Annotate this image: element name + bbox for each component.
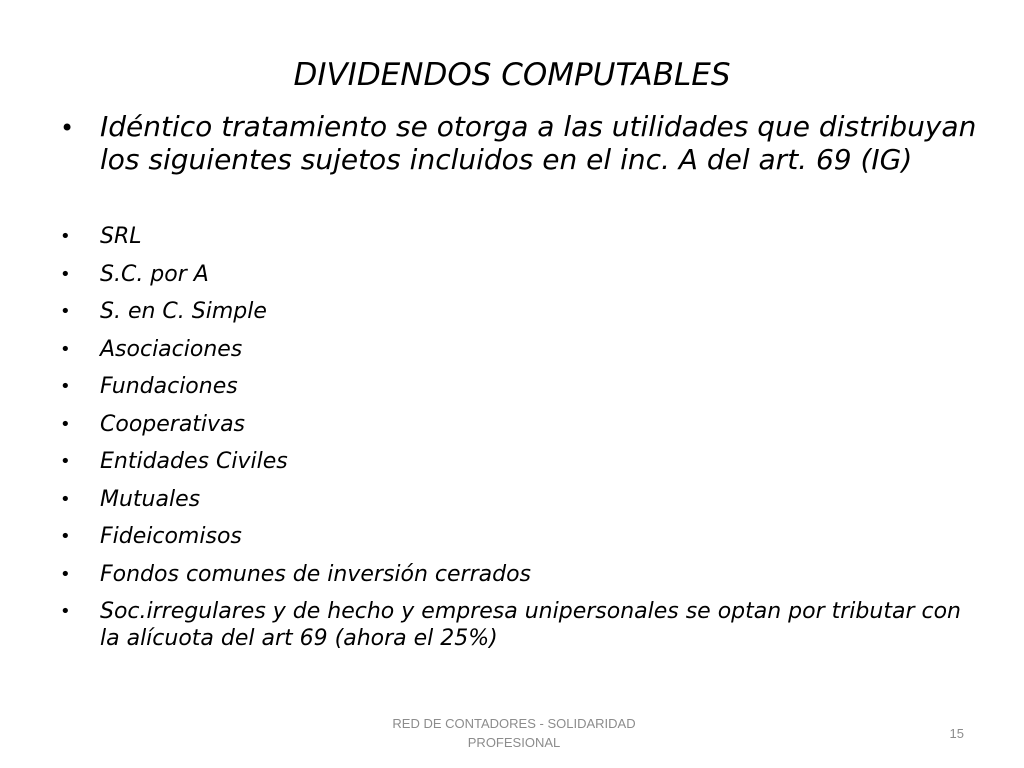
list-item-text: S.C. por A: [100, 261, 209, 287]
list-item-text: Fideicomisos: [100, 524, 242, 549]
list-item-text: S. en C. Simple: [100, 299, 267, 324]
main-point-text: Idéntico tratamiento se otorga a las utilidades que distribuyan los siguientes sujetos incluidos en el inc. A del art. 69 (IG): [100, 110, 977, 176]
list-item: [0, 518, 1024, 556]
bullet-icon: •: [60, 526, 71, 547]
list-item-text: Mutuales: [100, 486, 201, 512]
bullet-icon: •: [60, 413, 71, 435]
list-item: [0, 218, 1024, 256]
list-item: [0, 256, 1024, 294]
bullet-icon: •: [60, 301, 71, 322]
slide-title: DIVIDENDOS COMPUTABLES: [293, 57, 731, 93]
bullet-icon: •: [60, 451, 71, 472]
bullet-icon: •: [60, 488, 71, 510]
list-item-text: Fundaciones: [100, 374, 238, 399]
bullet-icon: •: [60, 338, 71, 360]
footer-text: RED DE CONTADORES - SOLIDARIDAD PROFESIONAL: [392, 716, 636, 750]
bullet-icon: •: [60, 376, 71, 397]
list-item-text: Fondos comunes de inversión cerrados: [100, 561, 532, 587]
sub-item-list: [0, 218, 1024, 653]
list-item: [0, 406, 1024, 444]
list-item: [0, 443, 1024, 481]
bullet-icon: •: [60, 263, 71, 285]
list-item: [0, 293, 1024, 331]
list-item-text: Asociaciones: [100, 336, 243, 362]
list-item-text: Cooperativas: [100, 411, 246, 437]
list-item-text: Soc.irregulares y de hecho y empresa unipersonales se optan por tributar con la alícuota del art 69 (ahora el 25%): [100, 599, 961, 651]
bullet-icon: •: [60, 114, 75, 142]
list-item: [0, 593, 1024, 653]
list-item: [0, 556, 1024, 594]
bullet-icon: •: [60, 563, 71, 585]
bullet-icon: •: [60, 226, 71, 247]
bullet-icon: •: [60, 601, 71, 622]
page-number: 15: [949, 726, 964, 741]
list-item-text: Entidades Civiles: [100, 449, 288, 474]
list-item-text: SRL: [100, 224, 142, 249]
list-item: [0, 368, 1024, 406]
list-item: [0, 481, 1024, 519]
list-item: [0, 331, 1024, 369]
